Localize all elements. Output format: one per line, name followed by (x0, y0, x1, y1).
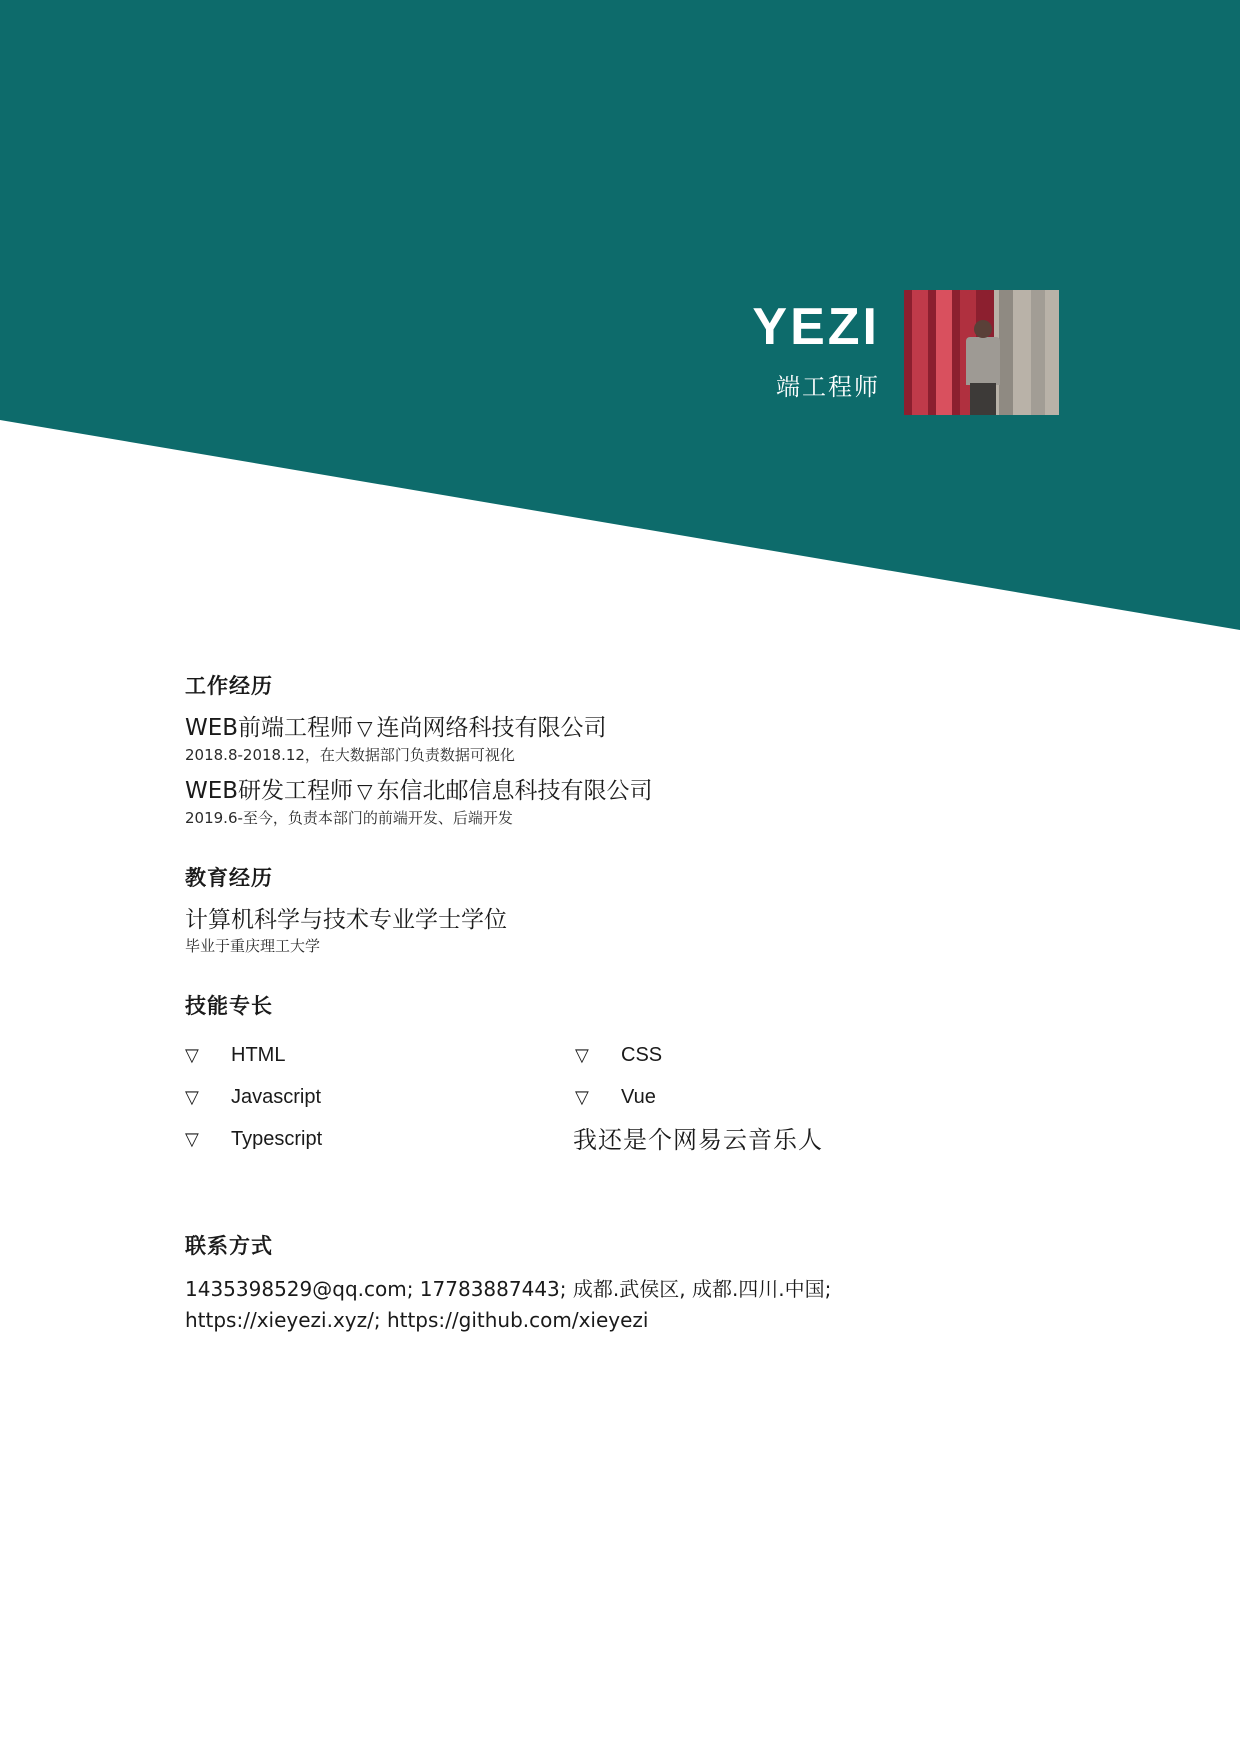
skill-label: Javascript (231, 1085, 322, 1108)
work-experience-section (185, 670, 1085, 828)
skill-item (575, 1086, 1085, 1109)
page-title: YEZI (752, 298, 880, 356)
education-degree: 计算机科学与技术专业学士学位 (185, 906, 507, 933)
work-entry (185, 777, 1085, 828)
triangle-down-icon: ▽ (357, 716, 373, 740)
photo-pipe (999, 290, 1013, 415)
name-block (640, 290, 904, 402)
work-entry-title (185, 714, 1085, 743)
skill-label: HTML (231, 1043, 286, 1066)
work-entry-detail: 2018.8-2018.12，在大数据部门负责数据可视化 (185, 745, 515, 764)
work-entry-detail: 2019.6-至今，负责本部门的前端开发、后端开发 (185, 808, 513, 827)
triangle-down-icon: ▽ (185, 1044, 199, 1065)
triangle-down-icon: ▽ (185, 1128, 199, 1149)
work-position: WEB研发工程师 (185, 777, 354, 804)
skill-item (185, 1128, 575, 1151)
education-section (185, 862, 1085, 957)
skill-label: Typescript (231, 1127, 323, 1150)
triangle-down-icon: ▽ (357, 778, 373, 803)
job-role-subtitle: 端工程师 (776, 372, 880, 401)
photo-person-legs (970, 383, 996, 415)
photo-person-body (966, 337, 1000, 385)
work-company: 东信北邮信息科技有限公司 (376, 777, 653, 804)
skills-note: 我还是个网易云音乐人 (573, 1126, 823, 1155)
section-title-skills: 技能专长 (185, 994, 273, 1019)
triangle-down-icon: ▽ (575, 1086, 589, 1107)
section-title-contact: 联系方式 (185, 1234, 273, 1259)
skills-wrapper (185, 1034, 1085, 1160)
section-title-work: 工作经历 (185, 674, 273, 698)
photo-pillar (912, 290, 928, 415)
contact-line: 1435398529@qq.com; 17783887443; 成都.武侯区, 成都.四川.中国; (185, 1277, 832, 1302)
work-entry-title (185, 777, 1085, 806)
skills-section (185, 990, 1085, 1160)
section-title-education: 教育经历 (185, 865, 273, 890)
work-company: 连尚网络科技有限公司 (376, 715, 607, 741)
contact-line: https://xieyezi.xyz/; https://github.com/xieyezi (185, 1308, 649, 1333)
resume-body (185, 670, 1085, 1370)
skill-item (185, 1044, 575, 1067)
skill-item (575, 1044, 1085, 1067)
education-entry (185, 906, 1085, 957)
contact-section (185, 1230, 1085, 1336)
education-school: 毕业于重庆理工大学 (185, 937, 321, 956)
work-position: WEB前端工程师 (185, 715, 354, 741)
work-entry (185, 714, 1085, 765)
skill-label: Vue (621, 1085, 656, 1108)
triangle-down-icon: ▽ (575, 1044, 589, 1065)
photo-pipe (1031, 290, 1045, 415)
photo-person-head (974, 320, 992, 338)
photo-pillar (936, 290, 952, 415)
avatar (904, 290, 1059, 415)
skill-label: CSS (621, 1043, 663, 1066)
resume-header (640, 290, 1100, 415)
triangle-down-icon: ▽ (185, 1086, 199, 1107)
skill-item (185, 1086, 575, 1109)
